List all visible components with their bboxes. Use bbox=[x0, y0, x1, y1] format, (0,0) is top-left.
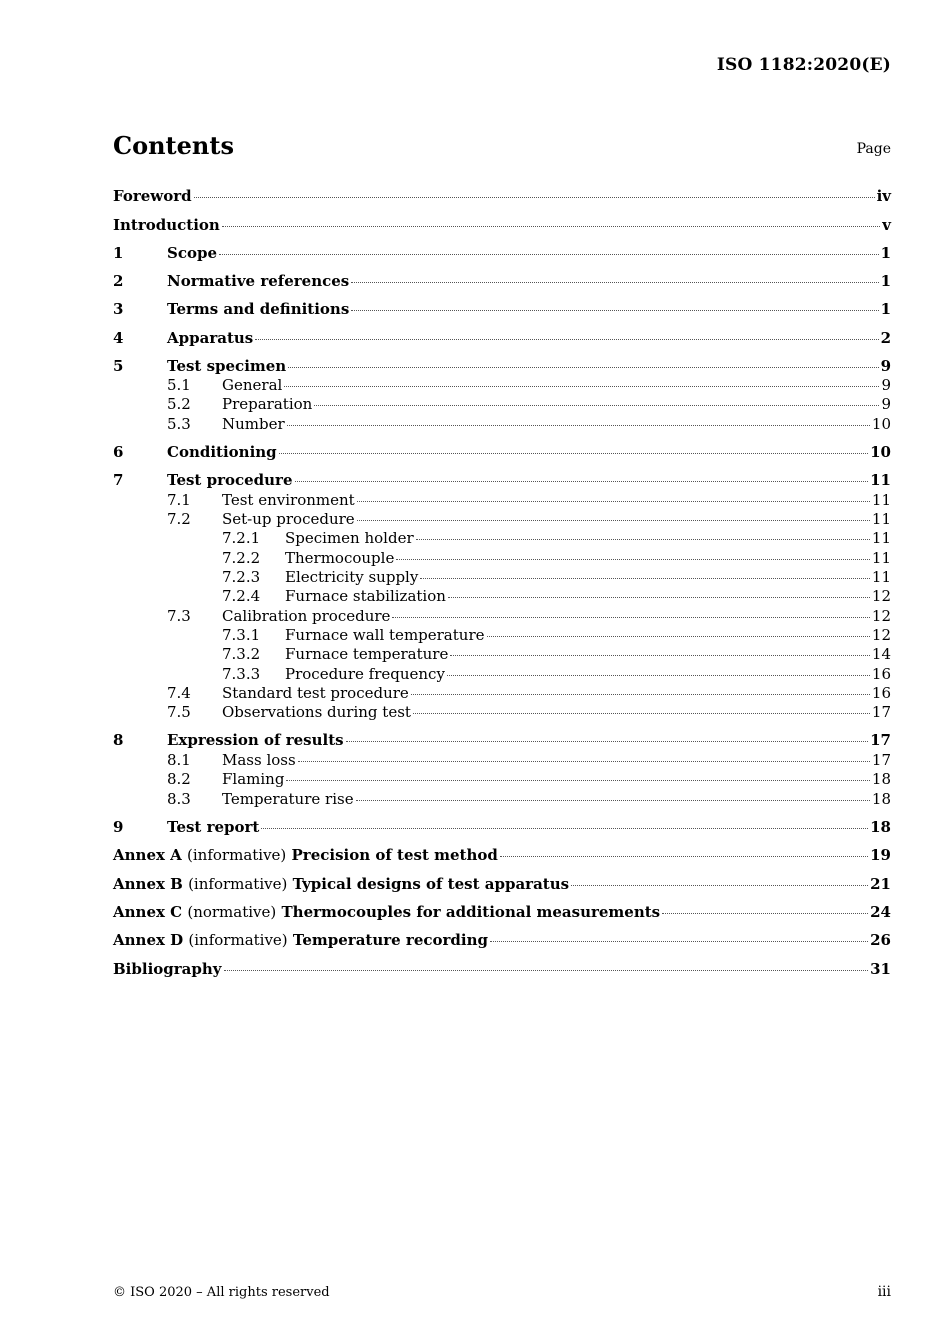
toc-entry-number: 3 bbox=[113, 300, 124, 318]
toc-entry-number: 8.1 bbox=[167, 751, 191, 769]
toc-entry-title: Standard test procedure bbox=[222, 684, 409, 702]
annex-label: Annex D bbox=[113, 931, 184, 949]
toc-entry-title: Set-up procedure bbox=[222, 510, 355, 528]
toc-entry-number: 7.3.2 bbox=[222, 645, 261, 663]
toc-entry[interactable] bbox=[113, 874, 891, 894]
toc-entry[interactable] bbox=[113, 490, 891, 510]
toc-entry-page: 16 bbox=[871, 665, 891, 683]
toc-entry-title: Introduction bbox=[113, 216, 220, 234]
dot-leader bbox=[416, 538, 870, 540]
toc-entry-title: Test report bbox=[167, 818, 260, 836]
toc-entry[interactable] bbox=[113, 442, 891, 462]
toc-entry-page: 17 bbox=[870, 731, 891, 749]
toc-entry-page: iv bbox=[876, 187, 891, 205]
toc-entry-page: 10 bbox=[870, 443, 891, 461]
toc-entry[interactable] bbox=[113, 186, 891, 206]
annex-title: Precision of test method bbox=[291, 846, 498, 864]
toc-entry-number: 8 bbox=[113, 731, 124, 749]
toc-entry-title: Foreword bbox=[113, 187, 192, 205]
toc-entry-title: Number bbox=[222, 415, 285, 433]
toc-entry-page: 9 bbox=[881, 395, 891, 413]
footer-copyright: © ISO 2020 – All rights reserved bbox=[113, 1285, 330, 1300]
toc-entry[interactable] bbox=[113, 567, 891, 587]
toc-entry-number: 7 bbox=[113, 471, 124, 489]
toc-entry-number: 7.3 bbox=[167, 607, 191, 625]
toc-entry-page: 12 bbox=[871, 607, 891, 625]
toc-entry-page: 11 bbox=[870, 471, 891, 489]
dot-leader bbox=[219, 253, 879, 255]
toc-entry-title: Furnace wall temperature bbox=[285, 626, 485, 644]
toc-entry-number: 6 bbox=[113, 443, 124, 461]
dot-leader bbox=[571, 884, 868, 886]
toc-entry-title: Furnace stabilization bbox=[285, 587, 446, 605]
toc-entry[interactable] bbox=[113, 930, 891, 950]
toc-entry-title: Preparation bbox=[222, 395, 313, 413]
dot-leader bbox=[194, 196, 875, 198]
toc-entry[interactable] bbox=[113, 271, 891, 291]
toc-entry-page: 11 bbox=[871, 529, 891, 547]
toc-entry-page: 12 bbox=[871, 587, 891, 605]
toc-entry[interactable] bbox=[113, 730, 891, 750]
toc-entry-title: Thermocouple bbox=[285, 549, 395, 567]
contents-heading: Contents bbox=[113, 131, 234, 160]
dot-leader bbox=[356, 799, 870, 801]
toc-entry-title: Procedure frequency bbox=[285, 665, 445, 683]
toc-entry[interactable] bbox=[113, 750, 891, 770]
toc-entry-number: 5.2 bbox=[167, 395, 191, 413]
toc-entry[interactable] bbox=[113, 356, 891, 376]
annex-qualifier: (informative) bbox=[188, 875, 288, 893]
toc-entry-page: 11 bbox=[871, 568, 891, 586]
toc-entry-title: Test procedure bbox=[167, 471, 293, 489]
toc-entry-number: 7.2.3 bbox=[222, 568, 261, 586]
toc-entry[interactable] bbox=[113, 702, 891, 722]
toc-entry-number: 7.2 bbox=[167, 510, 191, 528]
toc-entry-number: 8.3 bbox=[167, 790, 191, 808]
toc-entry-page: v bbox=[882, 216, 891, 234]
toc-entry[interactable] bbox=[113, 606, 891, 626]
toc-entry-page: 16 bbox=[871, 684, 891, 702]
toc-entry-title bbox=[113, 874, 569, 894]
toc-entry-title bbox=[113, 845, 498, 865]
toc-entry[interactable] bbox=[113, 683, 891, 703]
toc-entry-title: Temperature rise bbox=[222, 790, 354, 808]
dot-leader bbox=[392, 616, 870, 618]
annex-title: Typical designs of test apparatus bbox=[292, 875, 570, 893]
dot-leader bbox=[286, 779, 869, 781]
dot-leader bbox=[490, 940, 868, 942]
toc-entry-number: 1 bbox=[113, 244, 124, 262]
toc-entry[interactable] bbox=[113, 959, 891, 979]
dot-leader bbox=[298, 760, 870, 762]
toc-entry[interactable] bbox=[113, 817, 891, 837]
toc-entry-number: 5.3 bbox=[167, 415, 191, 433]
toc-entry[interactable] bbox=[113, 789, 891, 809]
toc-entry[interactable] bbox=[113, 414, 891, 434]
toc-entry[interactable] bbox=[113, 625, 891, 645]
toc-entry-title: Expression of results bbox=[167, 731, 344, 749]
toc-entry[interactable] bbox=[113, 845, 891, 865]
toc-entry-title: Observations during test bbox=[222, 703, 411, 721]
toc-entry-page: 2 bbox=[880, 329, 891, 347]
annex-qualifier: (informative) bbox=[188, 931, 288, 949]
toc-entry-title: Normative references bbox=[167, 272, 350, 290]
toc-entry-number: 4 bbox=[113, 329, 124, 347]
toc-entry-title: Test specimen bbox=[167, 357, 287, 375]
dot-leader bbox=[662, 912, 868, 914]
document-id: ISO 1182:2020(E) bbox=[716, 55, 891, 75]
dot-leader bbox=[295, 480, 869, 482]
dot-leader bbox=[413, 712, 870, 714]
dot-leader bbox=[448, 596, 870, 598]
toc-entry-number: 7.1 bbox=[167, 491, 191, 509]
toc-entry-page: 24 bbox=[870, 903, 891, 921]
dot-leader bbox=[284, 385, 879, 387]
toc-entry-title: Specimen holder bbox=[285, 529, 414, 547]
toc-entry[interactable] bbox=[113, 243, 891, 263]
dot-leader bbox=[447, 674, 870, 676]
toc-entry-title: Calibration procedure bbox=[222, 607, 391, 625]
toc-entry-page: 21 bbox=[870, 875, 891, 893]
toc-entry-title: Mass loss bbox=[222, 751, 296, 769]
dot-leader bbox=[224, 969, 869, 971]
toc-entry-title: Conditioning bbox=[167, 443, 277, 461]
dot-leader bbox=[288, 366, 878, 368]
dot-leader bbox=[450, 654, 870, 656]
toc-entry-page: 18 bbox=[871, 770, 891, 788]
toc-entry[interactable] bbox=[113, 548, 891, 568]
dot-leader bbox=[255, 338, 878, 340]
dot-leader bbox=[287, 424, 870, 426]
toc-entry-page: 1 bbox=[880, 244, 891, 262]
toc-entry[interactable] bbox=[113, 375, 891, 395]
toc-entry-title: Terms and definitions bbox=[167, 300, 350, 318]
toc-entry-page: 11 bbox=[871, 510, 891, 528]
dot-leader bbox=[357, 500, 870, 502]
toc-entry-page: 12 bbox=[871, 626, 891, 644]
toc-entry-number: 5 bbox=[113, 357, 124, 375]
toc-entry-page: 18 bbox=[871, 790, 891, 808]
toc-entry-title bbox=[113, 902, 660, 922]
dot-leader bbox=[500, 855, 868, 857]
toc-entry-title: Test environment bbox=[222, 491, 355, 509]
footer-page-number: iii bbox=[877, 1284, 891, 1300]
dot-leader bbox=[279, 452, 868, 454]
toc-entry[interactable] bbox=[113, 328, 891, 348]
toc-entry-title: General bbox=[222, 376, 283, 394]
toc-entry-title: Scope bbox=[167, 244, 218, 262]
dot-leader bbox=[396, 558, 870, 560]
toc-entry-title: Bibliography bbox=[113, 960, 222, 978]
toc-entry-title bbox=[113, 930, 488, 950]
toc-entry[interactable] bbox=[113, 528, 891, 548]
toc-entry-page: 1 bbox=[880, 300, 891, 318]
toc-entry-title: Electricity supply bbox=[285, 568, 419, 586]
toc-entry[interactable] bbox=[113, 769, 891, 789]
toc-entry-page: 17 bbox=[871, 703, 891, 721]
toc-entry-page: 9 bbox=[880, 357, 891, 375]
toc-entry-number: 7.2.2 bbox=[222, 549, 261, 567]
toc-entry-title: Furnace temperature bbox=[285, 645, 449, 663]
toc-entry-title: Flaming bbox=[222, 770, 285, 788]
toc-entry-page: 9 bbox=[881, 376, 891, 394]
toc-entry-number: 7.4 bbox=[167, 684, 191, 702]
toc-entry-number: 9 bbox=[113, 818, 124, 836]
annex-label: Annex C bbox=[113, 903, 183, 921]
toc-entry-page: 11 bbox=[871, 549, 891, 567]
toc-entry-page: 1 bbox=[880, 272, 891, 290]
annex-qualifier: (informative) bbox=[187, 846, 287, 864]
dot-leader bbox=[346, 740, 869, 742]
dot-leader bbox=[420, 577, 870, 579]
toc-entry[interactable] bbox=[113, 902, 891, 922]
toc-entry-number: 2 bbox=[113, 272, 124, 290]
toc-entry-number: 7.3.3 bbox=[222, 665, 261, 683]
toc-entry-page: 19 bbox=[870, 846, 891, 864]
toc-entry[interactable] bbox=[113, 470, 891, 490]
dot-leader bbox=[357, 519, 870, 521]
toc-entry[interactable] bbox=[113, 394, 891, 414]
page-column-label: Page bbox=[856, 141, 891, 157]
dot-leader bbox=[261, 827, 868, 829]
annex-title: Thermocouples for additional measurements bbox=[281, 903, 661, 921]
dot-leader bbox=[487, 635, 870, 637]
annex-label: Annex A bbox=[113, 846, 182, 864]
toc-entry-title: Apparatus bbox=[167, 329, 254, 347]
toc-entry[interactable] bbox=[113, 299, 891, 319]
toc-entry-number: 7.5 bbox=[167, 703, 191, 721]
toc-entry[interactable] bbox=[113, 215, 891, 235]
annex-title: Temperature recording bbox=[292, 931, 488, 949]
annex-label: Annex B bbox=[113, 875, 183, 893]
toc-entry-page: 31 bbox=[870, 960, 891, 978]
toc-entry-number: 7.2.4 bbox=[222, 587, 261, 605]
toc-entry-number: 5.1 bbox=[167, 376, 191, 394]
dot-leader bbox=[351, 281, 878, 283]
toc-entry-number: 7.3.1 bbox=[222, 626, 261, 644]
toc-entry-page: 11 bbox=[871, 491, 891, 509]
toc-entry[interactable] bbox=[113, 509, 891, 529]
toc-entry-page: 26 bbox=[870, 931, 891, 949]
toc-entry[interactable] bbox=[113, 664, 891, 684]
toc-entry[interactable] bbox=[113, 586, 891, 606]
toc-entry-page: 10 bbox=[871, 415, 891, 433]
dot-leader bbox=[314, 404, 879, 406]
toc-entry-number: 7.2.1 bbox=[222, 529, 261, 547]
dot-leader bbox=[222, 225, 880, 227]
toc-entry-page: 14 bbox=[871, 645, 891, 663]
toc-entry-page: 18 bbox=[870, 818, 891, 836]
toc-entry-number: 8.2 bbox=[167, 770, 191, 788]
annex-qualifier: (normative) bbox=[187, 903, 277, 921]
dot-leader bbox=[411, 693, 870, 695]
toc-entry[interactable] bbox=[113, 644, 891, 664]
toc-entry-page: 17 bbox=[871, 751, 891, 769]
dot-leader bbox=[351, 309, 878, 311]
